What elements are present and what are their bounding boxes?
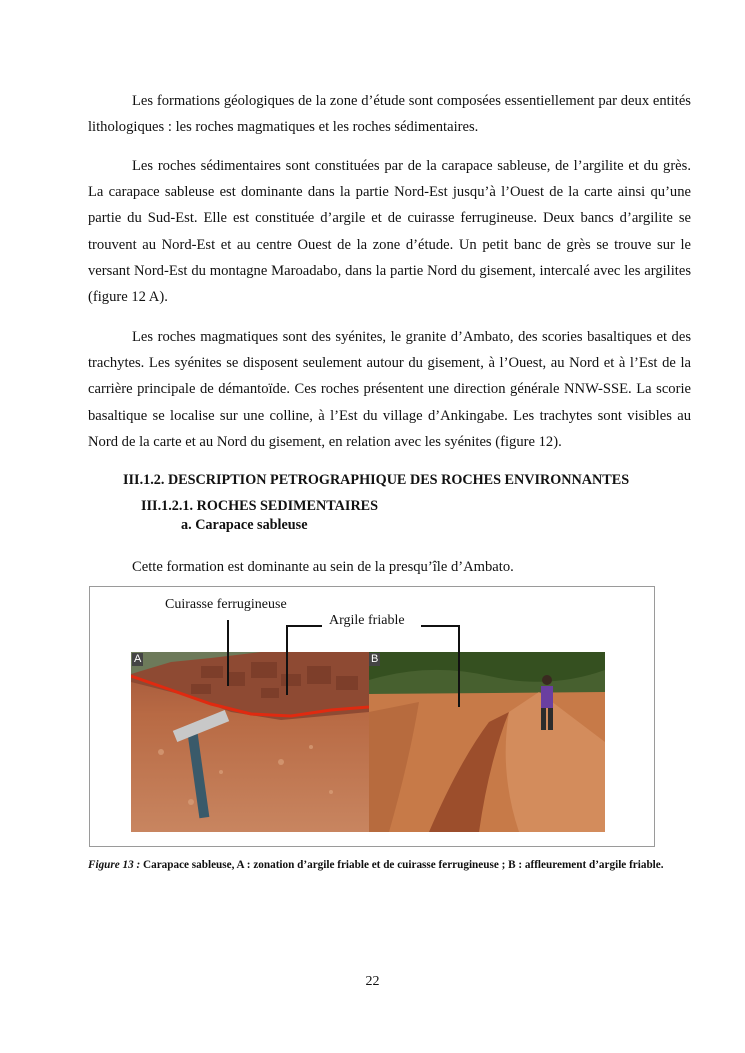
- callout-cuirasse: Cuirasse ferrugineuse: [165, 597, 287, 612]
- callout-argile: Argile friable: [329, 613, 405, 628]
- callout-line-argile-right-v: [458, 625, 460, 707]
- figure-caption: [88, 858, 691, 873]
- panel-label-a: A: [134, 653, 142, 665]
- intro-sentence: Cette formation est dominante au sein de la presqu’île d’Ambato.: [132, 559, 514, 575]
- paragraph-3: Les roches magmatiques sont des syénites, le granite d’Ambato, des scories basaltiques et des trachytes. Les syénites se disposent seulement autour du gisement, à l’Ouest, au Nord et à l’Est de la carrière principale de démantoïde. Ces roches présentent une direction générale NNW-SSE. La scorie basaltique se localise sur une colline, à l’Est du village d’Ankingabe. Les trachytes sont visibles au Nord de la carte et au Nord du gisement, en relation avec les syénites (figure 12).: [88, 329, 691, 450]
- caption-text: Carapace sableuse, A : zonation d’argile friable et de cuirasse ferrugineuse ; B : affleurement d’argile friable.: [140, 859, 664, 871]
- callout-line-argile-right-h: [421, 625, 459, 627]
- subsection-heading: III.1.2.1. ROCHES SEDIMENTAIRES: [141, 498, 379, 514]
- photo-a: [131, 652, 369, 832]
- page-number: 22: [365, 974, 380, 989]
- section-heading: III.1.2. DESCRIPTION PETROGRAPHIQUE DES ROCHES ENVIRONNANTES: [123, 472, 630, 488]
- caption-label: Figure 13 :: [88, 859, 141, 871]
- paragraph-2: Les roches sédimentaires sont constituées par de la carapace sableuse, de l’argilite et du grès. La carapace sableuse est dominante dans la partie Nord-Est jusqu’à l’Ouest de la carte ainsi qu’une partie du Sud-Est. Elle est constituée d’argile et de cuirasse ferrugineuse. Deux bancs d’argilite se trouvent au Nord-Est et au centre Ouest de la zone d’étude. Un petit banc de grès se trouve sur le versant Nord-Est du montagne Maroadabo, dans la partie Nord du gisement, intercalé avec les argilites (figure 12 A).: [88, 158, 691, 306]
- photo-b: [369, 652, 605, 832]
- paragraph-1: Les formations géologiques de la zone d’étude sont composées essentiellement par deux entités lithologiques : les roches magmatiques et les roches sédimentaires.: [88, 93, 691, 136]
- subsubsection-heading: a. Carapace sableuse: [181, 517, 308, 533]
- callout-line-argile-left-v: [286, 625, 288, 695]
- panel-label-b: B: [371, 653, 379, 665]
- callout-line-argile-left-h: [286, 625, 322, 627]
- callout-line-cuirasse: [227, 620, 229, 686]
